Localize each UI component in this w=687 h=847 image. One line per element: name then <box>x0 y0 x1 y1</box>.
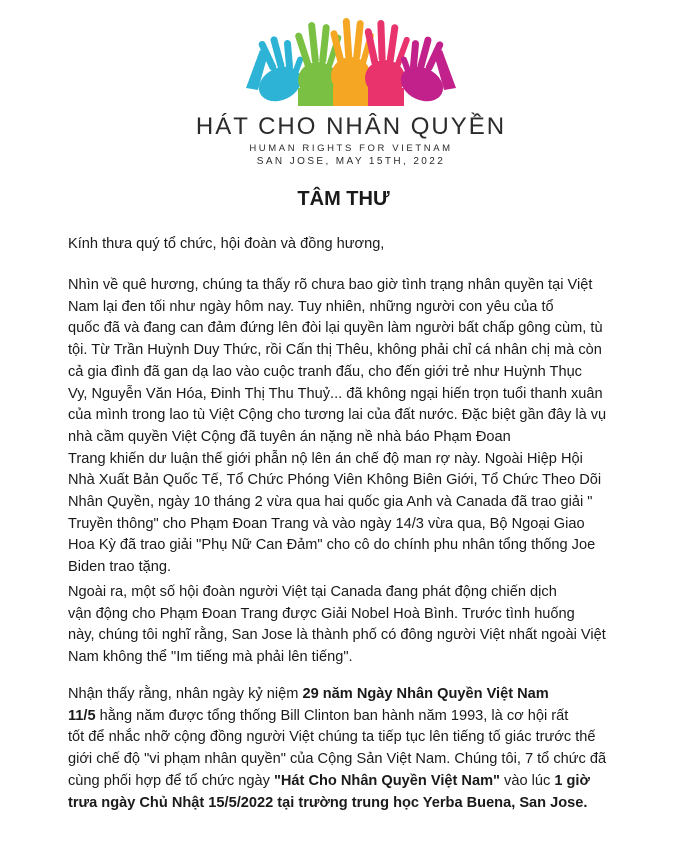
paragraph-line: Nhà Xuất Bản Quốc Tế, Tổ Chức Phóng Viên Không Biên Giới, Tổ Chức Theo Dõi <box>68 472 602 489</box>
paragraph-line: Nhân Quyền, ngày 10 tháng 2 vừa qua hai quốc gia Anh và Canada đã trao giải " <box>68 494 593 511</box>
text-run: Nhận thấy rằng, nhân ngày kỷ niệm <box>68 686 303 702</box>
bold-text-run: 1 giờ <box>554 772 590 789</box>
paragraph-line: Nam không thể "Im tiếng mà phải lên tiếng". <box>68 649 353 666</box>
paragraph-line <box>68 771 648 793</box>
text-run: cùng phối hợp để tổ chức ngày <box>68 772 274 789</box>
text-run: vào lúc <box>499 772 555 789</box>
paragraph-1 <box>68 275 648 579</box>
paragraph-line: nhà cầm quyền Việt Cộng đã tuyên án nặng nề nhà báo Phạm Đoan <box>68 428 511 445</box>
paragraph-line: Nhìn về quê hương, chúng ta thấy rõ chưa bao giờ tình trạng nhân quyền tại Việt <box>68 277 593 293</box>
paragraph-line: Nam lại đen tối như ngày hôm nay. Tuy nhiên, những người con yêu của tổ <box>68 298 554 315</box>
text-run: hằng năm được tổng thống Bill Clinton ban hành năm 1993, là cơ hội rất <box>95 707 569 724</box>
paragraph-line: Hoa Kỳ đã trao giải "Phụ Nữ Can Đảm" cho cô do chính phu nhân tổng thống Joe <box>68 537 596 554</box>
paragraph-line: tội. Từ Trần Huỳnh Duy Thức, rồi Cấn thị Thêu, không phải chỉ cá nhân chị mà còn <box>68 342 602 359</box>
bold-text-run: 11/5 <box>68 707 96 724</box>
paragraph-line <box>68 684 648 706</box>
bold-text-run: "Hát Cho Nhân Quyền Việt Nam" <box>273 772 500 789</box>
paragraph-line: Truyền thông" cho Phạm Đoan Trang và vào ngày 14/3 vừa qua, Bộ Ngoại Giao <box>68 515 585 532</box>
bold-text-run: 29 năm Ngày Nhân Quyền Việt Nam <box>302 686 549 702</box>
paragraph-line: tốt để nhắc nhỡ cộng đồng người Việt chúng ta tiếp tục lên tiếng tố giác trước thế <box>68 729 596 746</box>
greeting-line: Kính thưa quý tổ chức, hội đoàn và đồng hương, <box>68 236 385 252</box>
paragraph-line <box>68 706 648 728</box>
paragraph-3 <box>68 684 648 814</box>
paragraph-line: Trang khiến dư luận thế giới phẫn nộ lên án chế độ man rợ này. Ngoài Hiệp Hội <box>68 450 583 467</box>
logo-title: HÁT CHO NHÂN QUYỀN <box>195 113 507 140</box>
paragraph-line: của mình trong lao tù Việt Cộng cho tương lai của đất nước. Đặc biệt gần đây là vụ <box>68 407 607 424</box>
paragraph-line: này, chúng tôi nghĩ rằng, San Jose là thành phố có đông người Việt nhất ngoài Việt <box>68 627 606 644</box>
document-title: TÂM THƯ <box>297 188 390 210</box>
colorful-hands-icon <box>238 10 464 110</box>
paragraph-line: cả gia đình đã gan dạ lao vào cuộc tranh đấu, cho đến giới trẻ như Huỳnh Thục <box>68 363 582 380</box>
paragraph-line: vận động cho Phạm Đoan Trang được Giải Nobel Hoà Bình. Trước tình huống <box>68 605 575 622</box>
paragraph-2 <box>68 582 648 669</box>
paragraph-line: Ngoài ra, một số hội đoàn người Việt tại Canada đang phát động chiến dịch <box>68 584 557 600</box>
paragraph-line: Biden trao tặng. <box>68 559 172 576</box>
logo-subtitle: HUMAN RIGHTS FOR VIETNAM <box>249 143 453 154</box>
paragraph-line: quốc đã và đang can đảm đứng lên đòi lại quyền làm người bất chấp gông cùm, tù <box>68 320 603 337</box>
event-logo <box>186 10 516 167</box>
paragraph-line: trưa ngày Chủ Nhật 15/5/2022 tại trường trung học Yerba Buena, San Jose. <box>68 794 588 811</box>
paragraph-line: Vy, Nguyễn Văn Hóa, Đinh Thị Thu Thuỷ... đã không ngại hiến trọn tuổi thanh xuân <box>68 385 603 402</box>
paragraph-line: giới chế độ "vi phạm nhân quyền" của Cộng Sản Việt Nam. Chúng tôi, 7 tổ chức đã <box>68 751 607 768</box>
logo-date: SAN JOSE, MAY 15TH, 2022 <box>256 156 446 167</box>
